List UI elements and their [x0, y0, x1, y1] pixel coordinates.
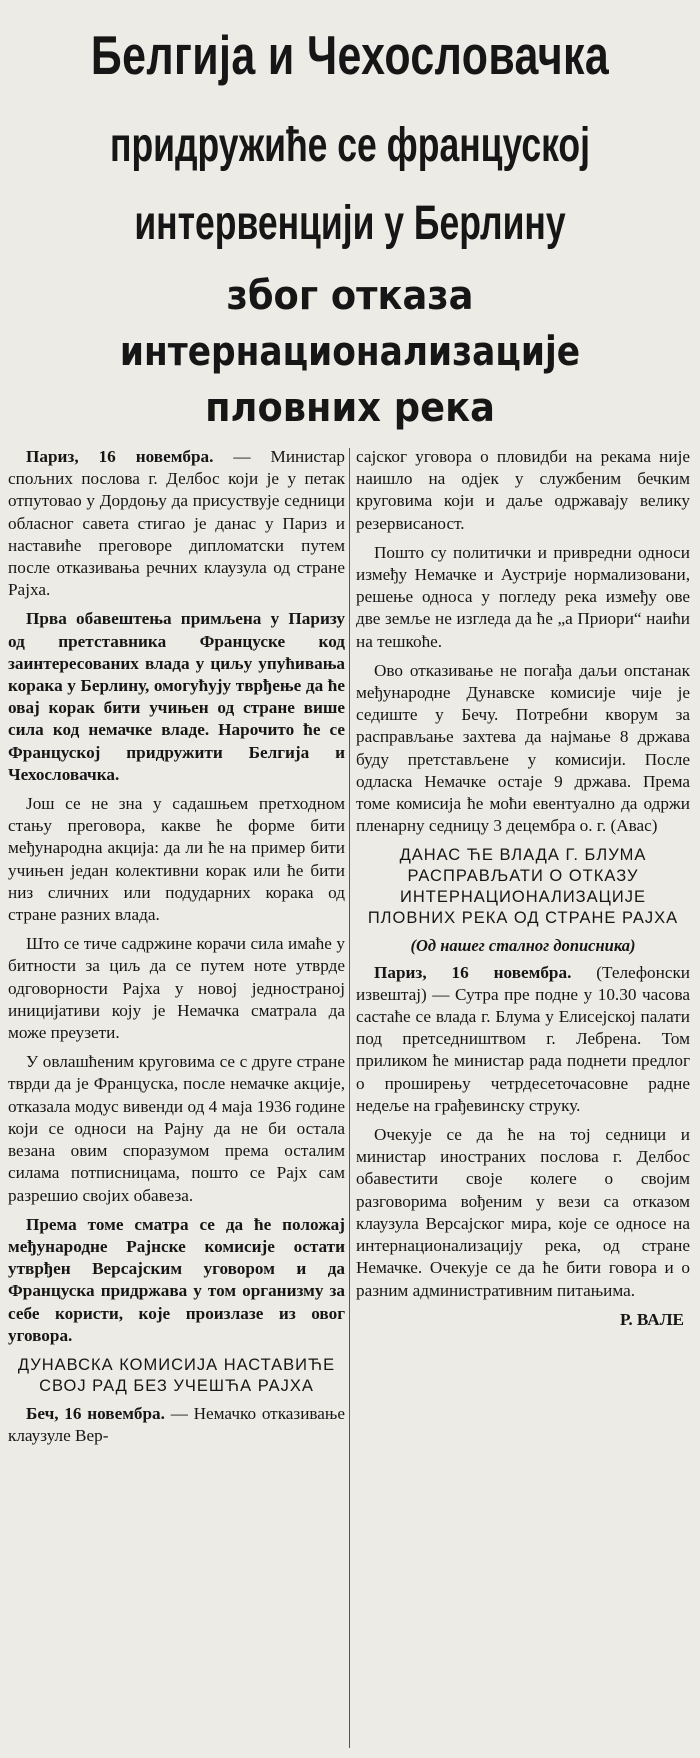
paragraph-7 — [8, 1403, 345, 1447]
correspondent-note: (Од нашег сталног дописника) — [410, 936, 636, 956]
subheadline-line-3: пловних река — [205, 385, 495, 431]
subheadline-line-1: због отказа — [226, 273, 474, 319]
paragraph-continued: сајског уговора о пловидби на рекама није наишло на одјек у службеним бечким круговима који и даље одржавају велику резервисаност. — [356, 447, 690, 533]
paragraph-2: Пошто су политички и привредни односи између Немачке и Аустрије нормализовани, решење односа у погледу река између ове две земље не изгледа да ће „а Приори“ наићи на тешкоће. — [356, 542, 690, 651]
paragraph-3: Ово отказивање не погађа даљи опстанак међународне Дунавске комисије чије је седиште у Бечу. Потребни кворум за расправљање захтева да најмање 8 држава буду претстављене у комисији. После одласка Немачке остаје 9 држава. Према томе комисија ће моћи евентуално да одржи пленарну седницу 3 децембра о. г. (Авас) — [356, 660, 690, 836]
paragraph-text: — Немачко отказивање клаузуле Вер- — [8, 1403, 345, 1446]
author-signature: Р. ВАЛЕ — [619, 1309, 684, 1329]
paragraph-text: — Министар спољних послова г. Делбос који је у петак отпутовао у Дордоњу да присуствује седници обласног савета стигао је данас у Париз и наставиће преговоре дипломатски путем после отказивања речних клаузула од стране Рајха. — [8, 447, 345, 600]
subheadline-line-2: интернационализације — [119, 329, 581, 375]
dateline: Париз, 16 новембра. — [26, 447, 214, 466]
paragraph-5: У овлашћеним круговима се с друге стране тврди да је Француска, после немачке акције, отказала модус вивенди од 4 маја 1936 године који се односи на Рајну да не би остала везана овим споразумом према осталим силама потписницама, пошто се Рајх сам разрешио својих обавеза. — [8, 1052, 345, 1205]
paragraph-4: Што се тиче садржине корачи сила имаће у битности за циљ да се путем ноте утврде одговорности Рајха у новој једностраној иницијативи коју је Немачка сматрала да може преузети. — [8, 934, 345, 1043]
paragraph-2: Прва обавештења примљена у Паризу од претставника Француске код заинтересованих влада у циљу упућивања корака у Берлину, омогућују тврђење да ће овај корак бити учињен од стране више сила код немачке владе. Нарочито ће се Француској придружити Белгија и Чехословачка. — [8, 609, 345, 784]
right-column — [356, 446, 690, 1750]
paragraph-6: Према томе сматра се да ће положај међународне Рајнске комисије остати утврђен Версајским уговором и да Француска придржава у том организму за себе користи, које произлазе из овог уговора. — [8, 1214, 345, 1345]
paragraph-text: (Телефонски извештај) — Сутра пре подне у 10.30 часова састаће се влада г. Блума у Елисејској палати под претседништвом г. Лебрена. Том приликом ће министар рада поднети предлог о проширењу четрдесеточасовне радне недеље на грађевинску струку. — [356, 962, 690, 1115]
section-subhead: ДАНАС ЋЕ ВЛАДА Г. БЛУМА РАСПРАВЉАТИ О ОТКАЗУ ИНТЕРНАЦИОНАЛИЗАЦИЈЕ ПЛОВНИХ РЕКА ОД СТРАНЕ РАЈХА — [367, 846, 679, 928]
section-subhead: ДУНАВСКА КОМИСИЈА НАСТАВИЋЕ СВОЈ РАД БЕЗ УЧЕШЋА РАЈХА — [17, 1355, 336, 1395]
paragraph-5: Очекује се да ће на тој седници и министар иностраних послова г. Делбос обавестити своје колеге о својим разговорима вођеним у вези са отказом клаузула Версајског мира, које се односе на интернационализацију река, од стране Немачке. Очекује се да ће бити говора и о разним административним питањима. — [356, 1125, 690, 1300]
paragraph-1 — [8, 446, 345, 601]
headline-line-1: Белгија и Чехословачка — [90, 24, 610, 86]
headline-line-2: придружиће се француској — [109, 119, 590, 172]
dateline: Беч, 16 новембра. — [26, 1403, 165, 1423]
left-column — [8, 446, 345, 1750]
paragraph-4 — [356, 962, 690, 1117]
column-divider — [349, 448, 350, 1748]
headline-line-3: интервенцији у Берлину — [134, 197, 566, 250]
dateline: Париз, 16 новембра. — [374, 962, 572, 982]
paragraph-3: Још се не зна у садашњем претходном стању преговора, какве ће форме бити међународна акција: да ли ће на пример бити учињен један колективни корак или ће бити низ сличних или подударних корака од стране разних влада. — [8, 794, 345, 925]
